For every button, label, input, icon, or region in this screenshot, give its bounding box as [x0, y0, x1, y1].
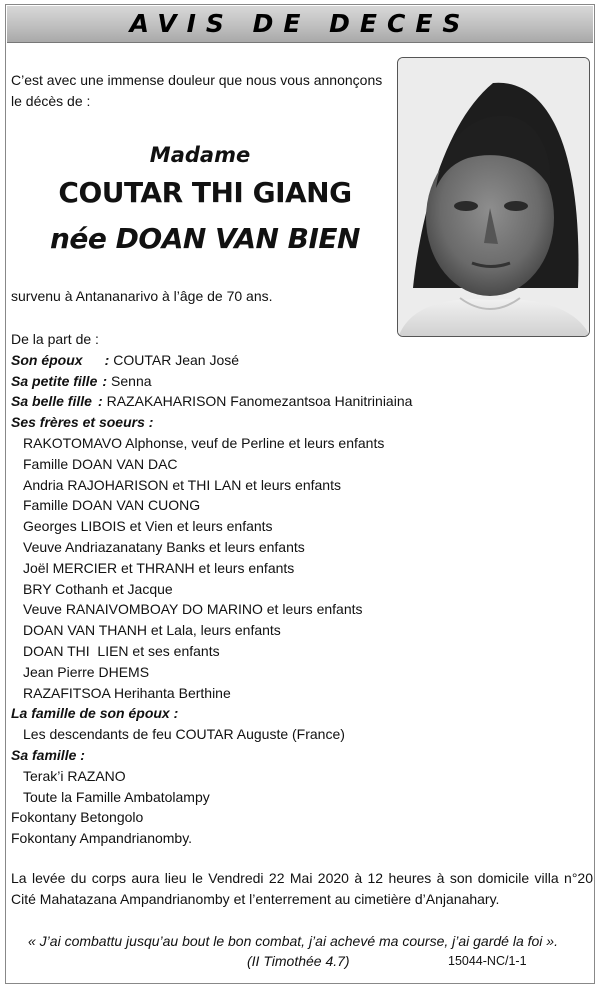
list-item: Toute la Famille Ambatolampy: [23, 788, 210, 805]
portrait-image: [398, 58, 590, 337]
family-list: [11, 329, 412, 849]
list-item: RAZAFITSOA Herihanta Berthine: [23, 684, 231, 701]
list-item: Jean Pierre DHEMS: [23, 663, 150, 680]
list-item: Famille DOAN VAN CUONG: [23, 497, 201, 514]
petite-fille-label: Sa petite fille: [11, 372, 98, 389]
list-item: Andria RAJOHARISON et THI LAN et leurs enfants: [23, 476, 341, 493]
list-item: Terak’i RAZANO: [23, 767, 126, 784]
belle-fille-label: Sa belle fille: [11, 393, 92, 410]
notice-title: AVIS DE DECES: [129, 9, 471, 38]
epoux-label: Son époux: [11, 351, 83, 368]
list-item: Fokontany Ampandrianomby.: [11, 830, 193, 847]
epoux-row: [11, 350, 412, 371]
bible-quote: « J’ai combattu jusqu’au bout le bon combat, j’ai achevé ma course, j’ai gardé la foi ».: [28, 933, 558, 949]
list-item: Fokontany Betongolo: [11, 809, 144, 826]
list-item: Joël MERCIER et THRANH et leurs enfants: [23, 559, 295, 576]
list-item: Veuve RANAIVOMBOAY DO MARINO et leurs enfants: [23, 601, 363, 618]
nee-prefix: née: [49, 222, 107, 255]
list-item: DOAN THI LIEN et ses enfants: [23, 642, 220, 659]
family-intro: De la part de :: [11, 331, 99, 347]
funeral-line-1: La levée du corps aura lieu le Vendredi 22 Mai 2020 à 12 heures à son domicile villa n°20: [11, 870, 593, 886]
petite-fille-name: Senna: [111, 372, 152, 389]
funeral-line-2: Cité Mahatazana Ampandrianomby et l’enterrement au cimetière d’Anjanahary.: [11, 891, 500, 907]
portrait-photo: [397, 57, 590, 337]
bible-reference: (II Timothée 4.7): [247, 953, 350, 969]
ad-code: 15044-NC/1-1: [448, 954, 527, 968]
list-item: RAKOTOMAVO Alphonse, veuf de Perline et leurs enfants: [23, 434, 385, 451]
epoux-name: COUTAR Jean José: [113, 351, 240, 368]
petite-fille-colon: :: [102, 372, 108, 389]
famille-epoux-label: La famille de son époux :: [11, 705, 179, 722]
list-item: Famille DOAN VAN DAC: [23, 455, 178, 472]
funeral-details: [11, 868, 593, 910]
list-item: DOAN VAN THANH et Lala, leurs enfants: [23, 622, 281, 639]
deceased-maiden-name: [10, 222, 400, 255]
epoux-colon: :: [104, 351, 110, 368]
intro-text: [11, 70, 382, 112]
belle-fille-name: RAZAKAHARISON Fanomezantsoa Hanitriniaina: [106, 393, 413, 410]
belle-fille-colon: :: [97, 393, 103, 410]
petite-fille-row: [11, 371, 412, 392]
deceased-name: COUTAR THI GIANG: [58, 176, 352, 209]
deceased-title: Madame: [149, 143, 251, 167]
belle-fille-row: [11, 391, 412, 412]
intro-line-2: le décès de :: [11, 92, 91, 109]
freres-label: Ses frères et soeurs :: [11, 414, 154, 431]
intro-line-1: C’est avec une immense douleur que nous vous annonçons: [11, 72, 383, 88]
death-details: survenu à Antananarivo à l’âge de 70 ans.: [11, 288, 273, 304]
list-item: Georges LIBOIS et Vien et leurs enfants: [23, 518, 273, 535]
notice-header: [7, 6, 593, 43]
sa-famille-label: Sa famille :: [11, 746, 85, 763]
list-item: Veuve Andriazanatany Banks et leurs enfants: [23, 538, 305, 555]
list-item: Les descendants de feu COUTAR Auguste (France): [23, 726, 345, 743]
list-item: BRY Cothanh et Jacque: [23, 580, 173, 597]
maiden-name: DOAN VAN BIEN: [115, 222, 360, 255]
